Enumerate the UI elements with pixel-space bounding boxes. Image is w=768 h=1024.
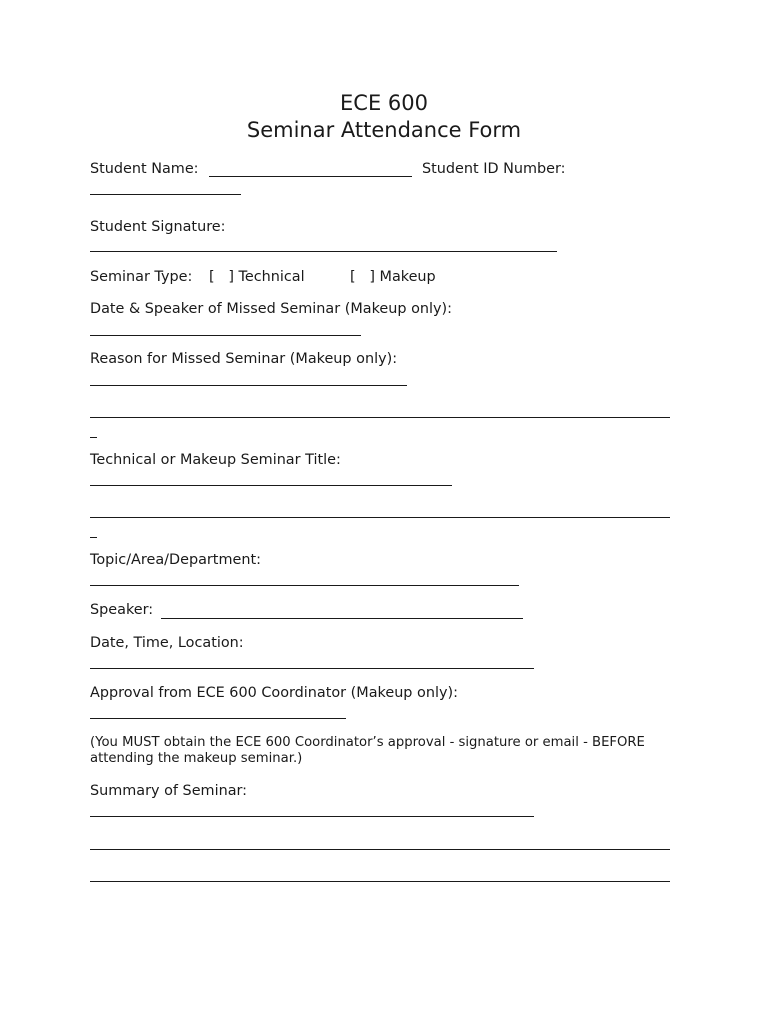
topic-label: Topic/Area/Department: bbox=[90, 552, 261, 568]
student-signature-line[interactable] bbox=[90, 251, 557, 252]
student-name-line[interactable] bbox=[209, 176, 412, 177]
missed-seminar-reason-line-2[interactable] bbox=[90, 417, 670, 418]
missed-seminar-date-speaker-label: Date & Speaker of Missed Seminar (Makeup only): bbox=[90, 301, 452, 317]
summary-line-2[interactable] bbox=[90, 849, 670, 850]
student-name-label: Student Name: bbox=[90, 161, 199, 177]
course-title: ECE 600 bbox=[340, 91, 428, 115]
seminar-title-line-1[interactable] bbox=[90, 485, 452, 486]
student-signature-label: Student Signature: bbox=[90, 219, 226, 235]
seminar-type-label: Seminar Type: bbox=[90, 269, 193, 285]
approval-line[interactable] bbox=[90, 718, 346, 719]
summary-line-1[interactable] bbox=[90, 816, 534, 817]
summary-label: Summary of Seminar: bbox=[90, 783, 248, 799]
makeup-checkbox[interactable]: [ ] Makeup bbox=[350, 269, 436, 285]
approval-label: Approval from ECE 600 Coordinator (Makeup only): bbox=[90, 685, 458, 701]
form-title: Seminar Attendance Form bbox=[246, 118, 522, 142]
student-id-label: Student ID Number: bbox=[422, 161, 566, 177]
student-id-line[interactable] bbox=[90, 194, 241, 195]
approval-note-line-2: attending the makeup seminar.) bbox=[90, 751, 303, 766]
speaker-label: Speaker: bbox=[90, 602, 154, 618]
seminar-title-label: Technical or Makeup Seminar Title: bbox=[90, 452, 341, 468]
seminar-title-line-2[interactable] bbox=[90, 517, 670, 518]
topic-line[interactable] bbox=[90, 585, 519, 586]
missed-seminar-reason-label: Reason for Missed Seminar (Makeup only): bbox=[90, 351, 398, 367]
date-time-location-label: Date, Time, Location: bbox=[90, 635, 244, 651]
date-time-location-line[interactable] bbox=[90, 668, 534, 669]
missed-seminar-reason-line-1[interactable] bbox=[90, 385, 407, 386]
summary-line-3[interactable] bbox=[90, 881, 670, 882]
technical-checkbox[interactable]: [ ] Technical bbox=[209, 269, 305, 285]
approval-note-line-1: (You MUST obtain the ECE 600 Coordinator’s approval - signature or email - BEFORE bbox=[90, 735, 645, 750]
missed-seminar-date-speaker-line[interactable] bbox=[90, 335, 361, 336]
seminar-title-line-end bbox=[90, 537, 97, 538]
speaker-line[interactable] bbox=[161, 618, 523, 619]
missed-seminar-reason-line-end bbox=[90, 437, 97, 438]
